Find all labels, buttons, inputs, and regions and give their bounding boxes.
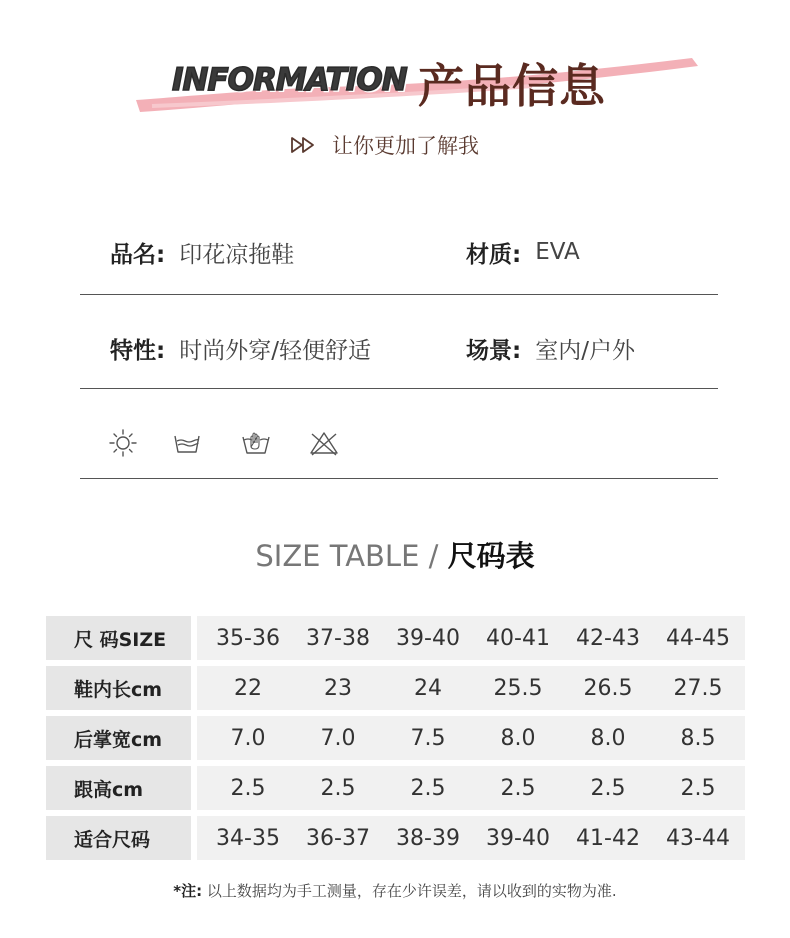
- hand-wash-icon: [240, 428, 272, 458]
- size-table-title-separator: /: [428, 539, 439, 573]
- row-header: 适合尺码: [46, 816, 191, 860]
- table-cell: 7.0: [293, 716, 383, 760]
- row-header: 鞋内长cm: [46, 666, 191, 710]
- material-value: EVA: [535, 239, 580, 265]
- no-bleach-icon: [308, 428, 340, 458]
- table-cell: 2.5: [563, 766, 653, 810]
- size-table-title-en: SIZE TABLE: [255, 539, 420, 573]
- table-cell: 26.5: [563, 666, 653, 710]
- table-cell: 39-40: [473, 816, 563, 860]
- size-table-title-cn: 尺码表: [447, 539, 535, 573]
- table-cell: 38-39: [383, 816, 473, 860]
- footnote: [0, 880, 790, 901]
- footnote-text: 以上数据均为手工测量，存在少许误差，请以收到的实物为准.: [206, 882, 617, 900]
- table-cell: 2.5: [653, 766, 743, 810]
- table-cell: 8.0: [563, 716, 653, 760]
- divider: [80, 388, 718, 389]
- table-cell: 8.5: [653, 716, 743, 760]
- subtitle-text: 让你更加了解我: [332, 134, 479, 158]
- divider: [80, 294, 718, 295]
- table-cell: 40-41: [473, 616, 563, 660]
- product-name-value: 印花凉拖鞋: [179, 241, 295, 268]
- table-row: [46, 816, 745, 860]
- title-english: INFORMATION: [172, 62, 407, 98]
- table-cell: 8.0: [473, 716, 563, 760]
- subtitle: [290, 130, 479, 160]
- row-header: 后掌宽cm: [46, 716, 191, 760]
- scene-label: 场景:: [466, 337, 522, 364]
- table-cell: 42-43: [563, 616, 653, 660]
- footnote-prefix: *注:: [173, 882, 203, 900]
- info-row-1: [80, 234, 718, 270]
- table-row: [46, 716, 745, 760]
- table-row: [46, 616, 745, 660]
- double-arrow-icon: [290, 135, 320, 155]
- info-row-2: [80, 330, 718, 366]
- table-cell: 34-35: [203, 816, 293, 860]
- table-cell: 43-44: [653, 816, 743, 860]
- row-header: 跟高cm: [46, 766, 191, 810]
- product-name-label: 品名:: [110, 241, 166, 268]
- scene-cell: [466, 332, 635, 365]
- table-cell: 36-37: [293, 816, 383, 860]
- table-cell: 27.5: [653, 666, 743, 710]
- table-cell: 7.5: [383, 716, 473, 760]
- row-header: 尺 码SIZE: [46, 616, 191, 660]
- product-name-cell: [110, 236, 294, 269]
- table-cell: 2.5: [293, 766, 383, 810]
- title-chinese: 产品信息: [418, 59, 606, 113]
- table-row: [46, 666, 745, 710]
- table-cell: 2.5: [203, 766, 293, 810]
- feature-value: 时尚外穿/轻便舒适: [179, 337, 371, 364]
- sun-dry-icon: [108, 428, 138, 458]
- table-cell: 41-42: [563, 816, 653, 860]
- table-cell: 23: [293, 666, 383, 710]
- material-label: 材质:: [466, 241, 522, 268]
- table-cell: 35-36: [203, 616, 293, 660]
- divider: [80, 478, 718, 479]
- washing-icon: [172, 428, 202, 458]
- table-cell: 24: [383, 666, 473, 710]
- table-cell: 2.5: [383, 766, 473, 810]
- table-cell: 37-38: [293, 616, 383, 660]
- feature-cell: [110, 332, 371, 365]
- feature-label: 特性:: [110, 337, 166, 364]
- table-row: [46, 766, 745, 810]
- table-cell: 2.5: [473, 766, 563, 810]
- size-table-title: [0, 534, 790, 575]
- table-cell: 22: [203, 666, 293, 710]
- table-cell: 25.5: [473, 666, 563, 710]
- table-cell: 7.0: [203, 716, 293, 760]
- material-cell: [466, 236, 580, 269]
- info-header: [0, 0, 790, 180]
- table-cell: 44-45: [653, 616, 743, 660]
- scene-value: 室内/户外: [535, 337, 635, 364]
- table-cell: 39-40: [383, 616, 473, 660]
